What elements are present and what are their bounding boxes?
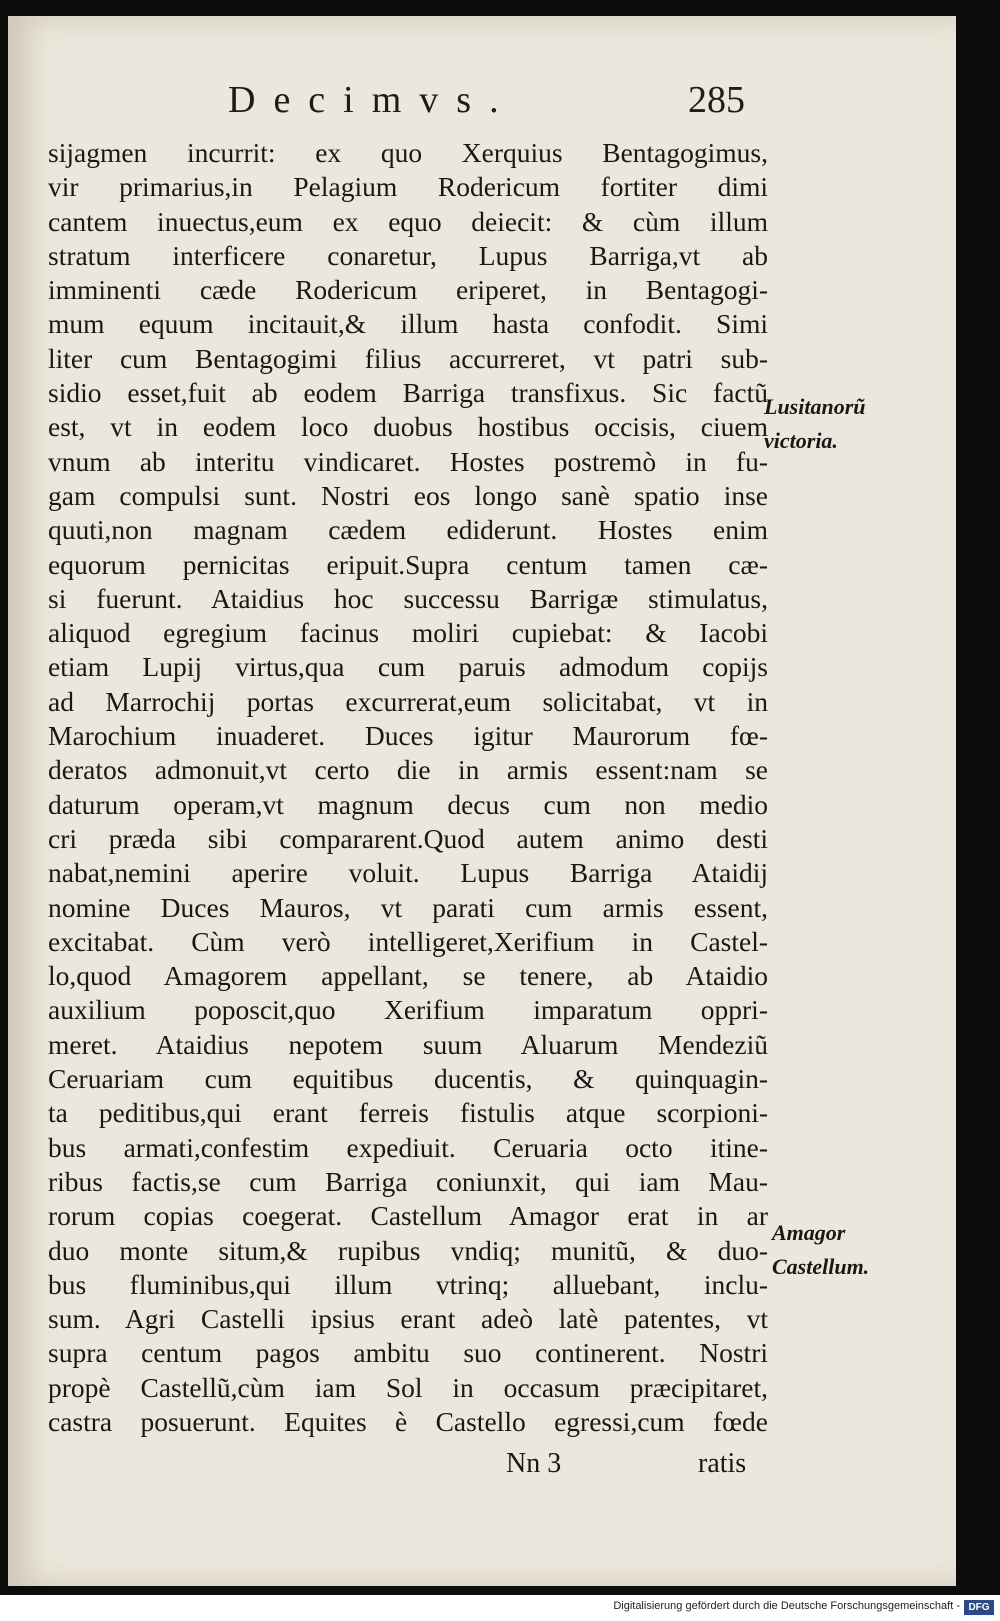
text-line: stratum interficere conaretur, Lupus Barriga,vt ab (48, 239, 768, 271)
text-line: bus fluminibus,qui illum vtrinq; alluebant, inclu- (48, 1268, 768, 1300)
text-line: meret. Ataidius nepotem suum Aluarum Mendeziũ (48, 1028, 768, 1060)
text-line: etiam Lupij virtus,qua cum paruis admodum copijs (48, 651, 768, 683)
margin-note-line: Lusitanorũ (764, 394, 866, 419)
running-head: Decimvs. (228, 79, 517, 121)
dfg-logo: DFG (964, 1600, 994, 1615)
text-line: cri præda sibi compararent.Quod autem animo desti (48, 822, 768, 854)
text-line: daturum operam,vt magnum decus cum non medio (48, 788, 768, 820)
text-line: supra centum pagos ambitu suo continerent. Nostri (48, 1337, 768, 1369)
text-line: Ceruariam cum equitibus ducentis, & quinquagin- (48, 1063, 768, 1095)
text-line: vnum ab interitu vindicaret. Hostes postremò in fu- (48, 445, 768, 477)
text-line: si fuerunt. Ataidius hoc successu Barrigæ stimulatus, (48, 582, 768, 614)
text-line: castra posuerunt. Equites è Castello egressi,cum fœde (48, 1405, 768, 1437)
text-line: cantem inuectus,eum ex equo deiecit: & cùm illum (48, 205, 768, 237)
text-line: sidio esset,fuit ab eodem Barriga transfixus. Sic factũ (48, 377, 768, 409)
text-line: equorum pernicitas eripuit.Supra centum tamen cæ- (48, 548, 768, 580)
text-line: excitabat. Cùm verò intelligeret,Xerifium in Castel- (48, 925, 768, 957)
text-line: deratos admonuit,vt certo die in armis essent:nam se (48, 754, 768, 786)
signature-mark: Nn 3 (506, 1448, 562, 1479)
page-number: 285 (688, 79, 745, 121)
margin-note-line: Amagor (772, 1220, 846, 1245)
book-page (8, 16, 956, 1586)
text-line: ta peditibus,qui erant ferreis fistulis atque scorpioni- (48, 1097, 768, 1129)
text-line: aliquod egregium facinus moliri cupiebat: & Iacobi (48, 617, 768, 649)
text-line: rorum copias coegerat. Castellum Amagor erat in ar (48, 1200, 768, 1232)
text-line: nomine Duces Mauros, vt parati cum armis essent, (48, 891, 768, 923)
text-line: lo,quod Amagorem appellant, se tenere, ab Ataidio (48, 960, 768, 992)
text-line: mum equum incitauit,& illum hasta confodit. Simi (48, 308, 768, 340)
text-line: vir primarius,in Pelagium Rodericum fortiter dimi (48, 171, 768, 203)
text-line: nabat,nemini aperire voluit. Lupus Barriga Ataidij (48, 857, 768, 889)
text-line: quuti,non magnam cædem ediderunt. Hostes enim (48, 514, 768, 546)
margin-note-line: Castellum. (772, 1254, 870, 1279)
text-line: sum. Agri Castelli ipsius erant adeò latè patentes, vt (48, 1303, 768, 1335)
margin-note-line: victoria. (764, 428, 838, 453)
text-line: ribus factis,se cum Barriga coniunxit, qui iam Mau- (48, 1165, 768, 1197)
text-line: imminenti cæde Rodericum eriperet, in Bentagogi- (48, 274, 768, 306)
digitization-credit: Digitalisierung gefördert durch die Deutsche Forschungsgemeinschaft - (613, 1600, 960, 1612)
text-line: Marochium inuaderet. Duces igitur Maurorum fœ- (48, 720, 768, 752)
catchword: ratis (698, 1448, 747, 1479)
text-line: propè Castellũ,cùm iam Sol in occasum præcipitaret, (48, 1371, 768, 1403)
text-line: duo monte situm,& rupibus vndiq; munitũ, & duo- (48, 1234, 768, 1266)
text-line: est, vt in eodem loco duobus hostibus occisis, ciuem (48, 411, 768, 443)
text-line: auxilium poposcit,quo Xerifium imparatum oppri- (48, 994, 768, 1026)
text-line: gam compulsi sunt. Nostri eos longo sanè spatio inse (48, 479, 768, 511)
text-line: ad Marrochij portas excurrerat,eum solicitabat, vt in (48, 685, 768, 717)
text-line: bus armati,confestim expediuit. Ceruaria octo itine- (48, 1131, 768, 1163)
catchword-row (498, 1448, 778, 1488)
page-header (8, 78, 956, 138)
margin-note-amagor (772, 1216, 869, 1284)
footer-bar (0, 1595, 1000, 1621)
text-line: sijagmen incurrit: ex quo Xerquius Bentagogimus, (48, 137, 768, 168)
text-line: liter cum Bentagogimi filius accurreret, vt patri sub- (48, 342, 768, 374)
body-text (48, 136, 768, 1439)
margin-note-lusitanorum (764, 390, 866, 458)
